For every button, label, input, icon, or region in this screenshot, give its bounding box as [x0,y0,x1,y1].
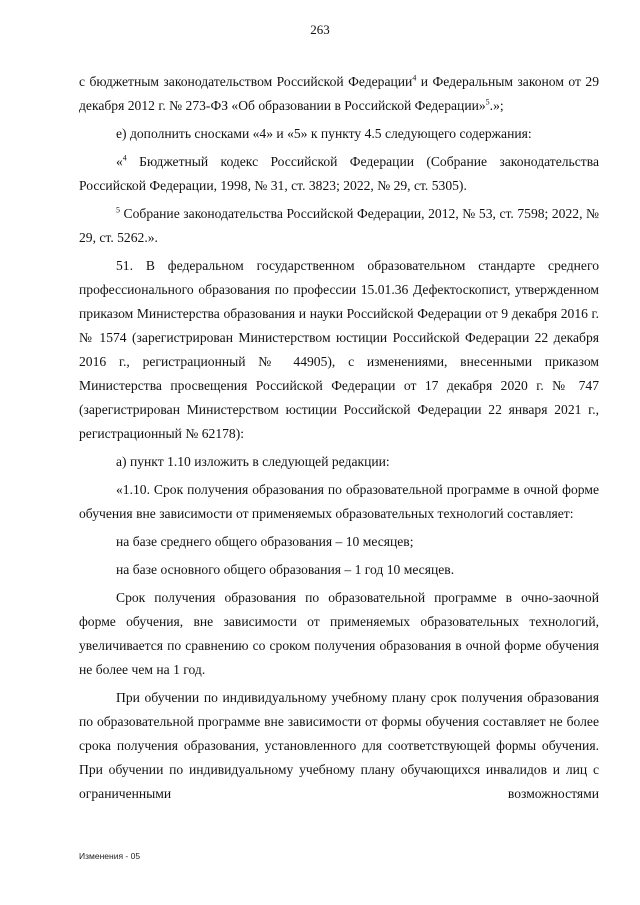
paragraph-item-a: а) пункт 1.10 изложить в следующей редакции: [116,454,390,469]
paragraph-secondary-general: на базе среднего общего образования – 10 месяцев; [116,534,414,549]
paragraph-text: .»; [489,98,504,113]
paragraph-budget-law [79,70,599,118]
footnote-text: Бюджетный кодекс Российской Федерации (Собрание законодательства Российской Федерации, 1998, № 31, ст. 3823; 2022, № 29, ст. 5305). [79,154,599,193]
paragraph-individual-plan: При обучении по индивидуальному учебному плану срок получения образования по образовательной программе вне зависимости от формы обучения составляет не более срока получения образования, установленного для соответствующей формы обучения. При обучении по индивидуальному учебному плану обучающихся инвалидов и лиц с ограниченными возможностями [79,690,599,801]
footnote-number: 4 [122,153,127,163]
page-number: 263 [310,22,330,37]
paragraph-basic-general: на базе основного общего образования – 1 год 10 месяцев. [116,562,455,577]
paragraph-add-footnotes: е) дополнить сносками «4» и «5» к пункту 4.5 следующего содержания: [116,126,532,141]
paragraph-part-time: Срок получения образования по образовательной программе в очно-заочной форме обучения, вне зависимости от применяемых образовательных технологий, увеличивается по сравнению со сроком получения образования в очной форме обучения не более чем на 1 год. [79,590,599,677]
footnote-number: 5 [116,205,120,215]
paragraph-text: и Федеральным законом от 29 декабря 2012 г. № 273-ФЗ «Об образовании в Российской Федерации» [79,74,599,113]
footnote-ref: 4 [412,73,417,83]
footnote-5 [79,202,599,250]
footnote-ref: 5 [485,97,490,107]
document-body [79,70,599,806]
footer-revision-label: Изменения - 05 [79,851,141,861]
quote-mark: « [116,154,123,169]
footnote-text: Собрание законодательства Российской Федерации, 2012, № 53, ст. 7598; 2022, № 29, ст. 5262.». [79,206,599,245]
paragraph-51: 51. В федеральном государственном образовательном стандарте среднего профессионального образования по профессии 15.01.36 Дефектоскопист, утвержденном приказом Министерства образования и науки Российской Федерации от 9 декабря 2016 г. № 1574 (зарегистрирован Министерством юстиции Российской Федерации 22 декабря 2016 г., регистрационный № 44905), с изменениями, внесенными приказом Министерства просвещения Российской Федерации от 17 декабря 2020 г. № 747 (зарегистрирован Министерством юстиции Российской Федерации 22 января 2021 г., регистрационный № 62178): [79,258,599,441]
paragraph-1-10: «1.10. Срок получения образования по образовательной программе в очной форме обучения вне зависимости от применяемых образовательных технологий составляет: [79,482,599,521]
paragraph-text: с бюджетным законодательством Российской Федерации [79,74,413,89]
footnote-4 [79,150,599,198]
